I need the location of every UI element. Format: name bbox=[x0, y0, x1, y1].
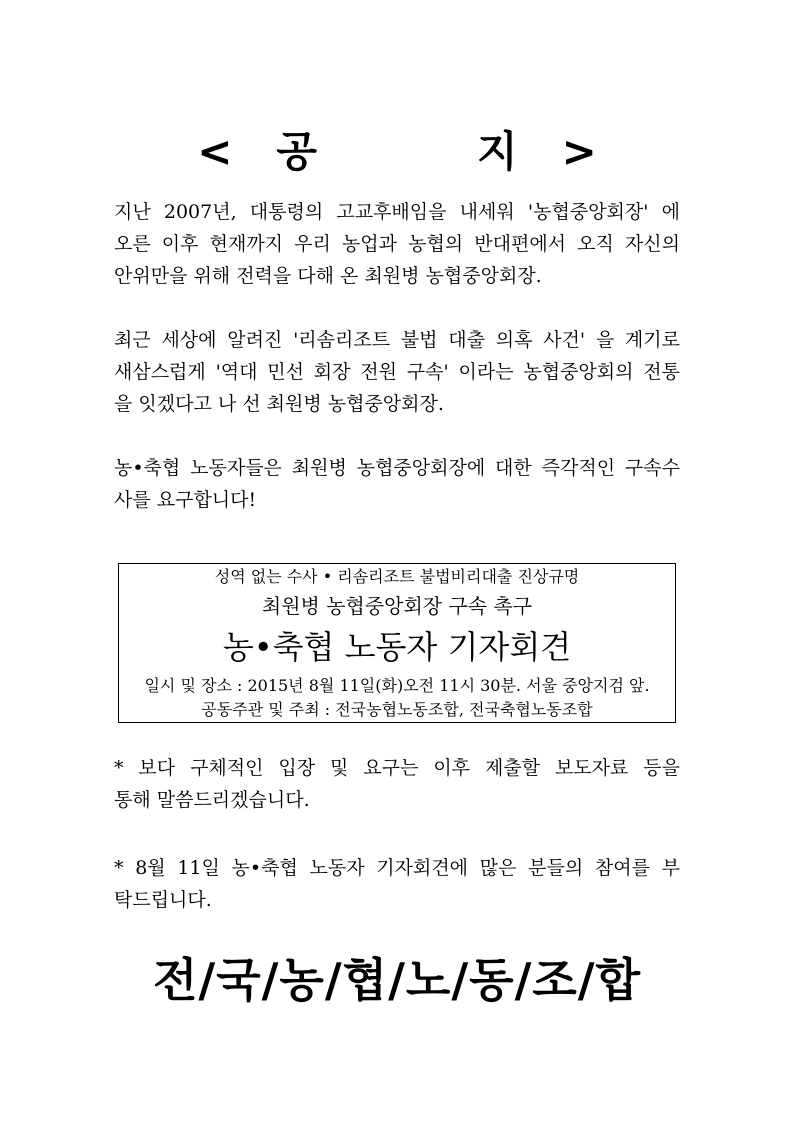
paragraph-line: 안위만을 위해 전력을 다해 온 최원병 농협중앙회장. bbox=[114, 265, 542, 287]
note-line: 탁드립니다. bbox=[114, 889, 212, 911]
paragraph-background bbox=[114, 196, 680, 292]
press-conference-box bbox=[118, 563, 676, 723]
paragraph-line: 농•축협 노동자들은 최원병 농협중앙회장에 대한 즉각적인 구속수 bbox=[114, 457, 680, 479]
paragraph-line: 지난 2007년, 대통령의 고교후배임을 내세워 '농협중앙회장' 에 bbox=[114, 201, 680, 223]
title-open-bracket: < bbox=[197, 127, 233, 176]
paragraph-line: 새삼스럽게 '역대 민선 회장 전원 구속' 이라는 농협중앙회의 전통 bbox=[114, 361, 680, 383]
note-details bbox=[114, 752, 680, 816]
title-char-ji: 지 bbox=[477, 127, 518, 176]
note-line: * 보다 구체적인 입장 및 요구는 이후 제출할 보도자료 등을 bbox=[114, 757, 680, 779]
note-line: * 8월 11일 농•축협 노동자 기자회견에 많은 분들의 참여를 부 bbox=[114, 857, 680, 879]
paragraph-demand bbox=[114, 452, 680, 516]
box-headline: 농•축협 노동자 기자회견 bbox=[222, 628, 572, 666]
paragraph-line: 오른 이후 현재까지 우리 농업과 농협의 반대편에서 오직 자신의 bbox=[114, 233, 680, 255]
title-close-bracket: > bbox=[561, 127, 597, 176]
paragraph-line: 사를 요구합니다! bbox=[114, 489, 257, 511]
title-char-gong: 공 bbox=[276, 127, 317, 176]
box-datetime-place: 일시 및 장소 : 2015년 8월 11일(화)오전 11시 30분. 서울 중앙지검 앞. bbox=[144, 676, 650, 695]
notice-title bbox=[0, 124, 794, 180]
box-subtitle: 최원병 농협중앙회장 구속 촉구 bbox=[261, 594, 533, 618]
box-slogan: 성역 없는 수사 • 리솜리조트 불법비리대출 진상규명 bbox=[214, 567, 580, 586]
note-participation bbox=[114, 852, 680, 916]
paragraph-line: 최근 세상에 알려진 '리솜리조트 불법 대출 의혹 사건' 을 계기로 bbox=[114, 329, 680, 351]
paragraph-line: 을 잇겠다고 나 선 최원병 농협중앙회장. bbox=[114, 393, 444, 415]
box-organizers: 공동주관 및 주최 : 전국농협노동조합, 전국축협노동조합 bbox=[201, 700, 593, 719]
note-line: 통해 말씀드리겠습니다. bbox=[114, 789, 310, 811]
organization-name: 전/국/농/협/노/동/조/합 bbox=[152, 953, 642, 1007]
paragraph-incident bbox=[114, 324, 680, 420]
